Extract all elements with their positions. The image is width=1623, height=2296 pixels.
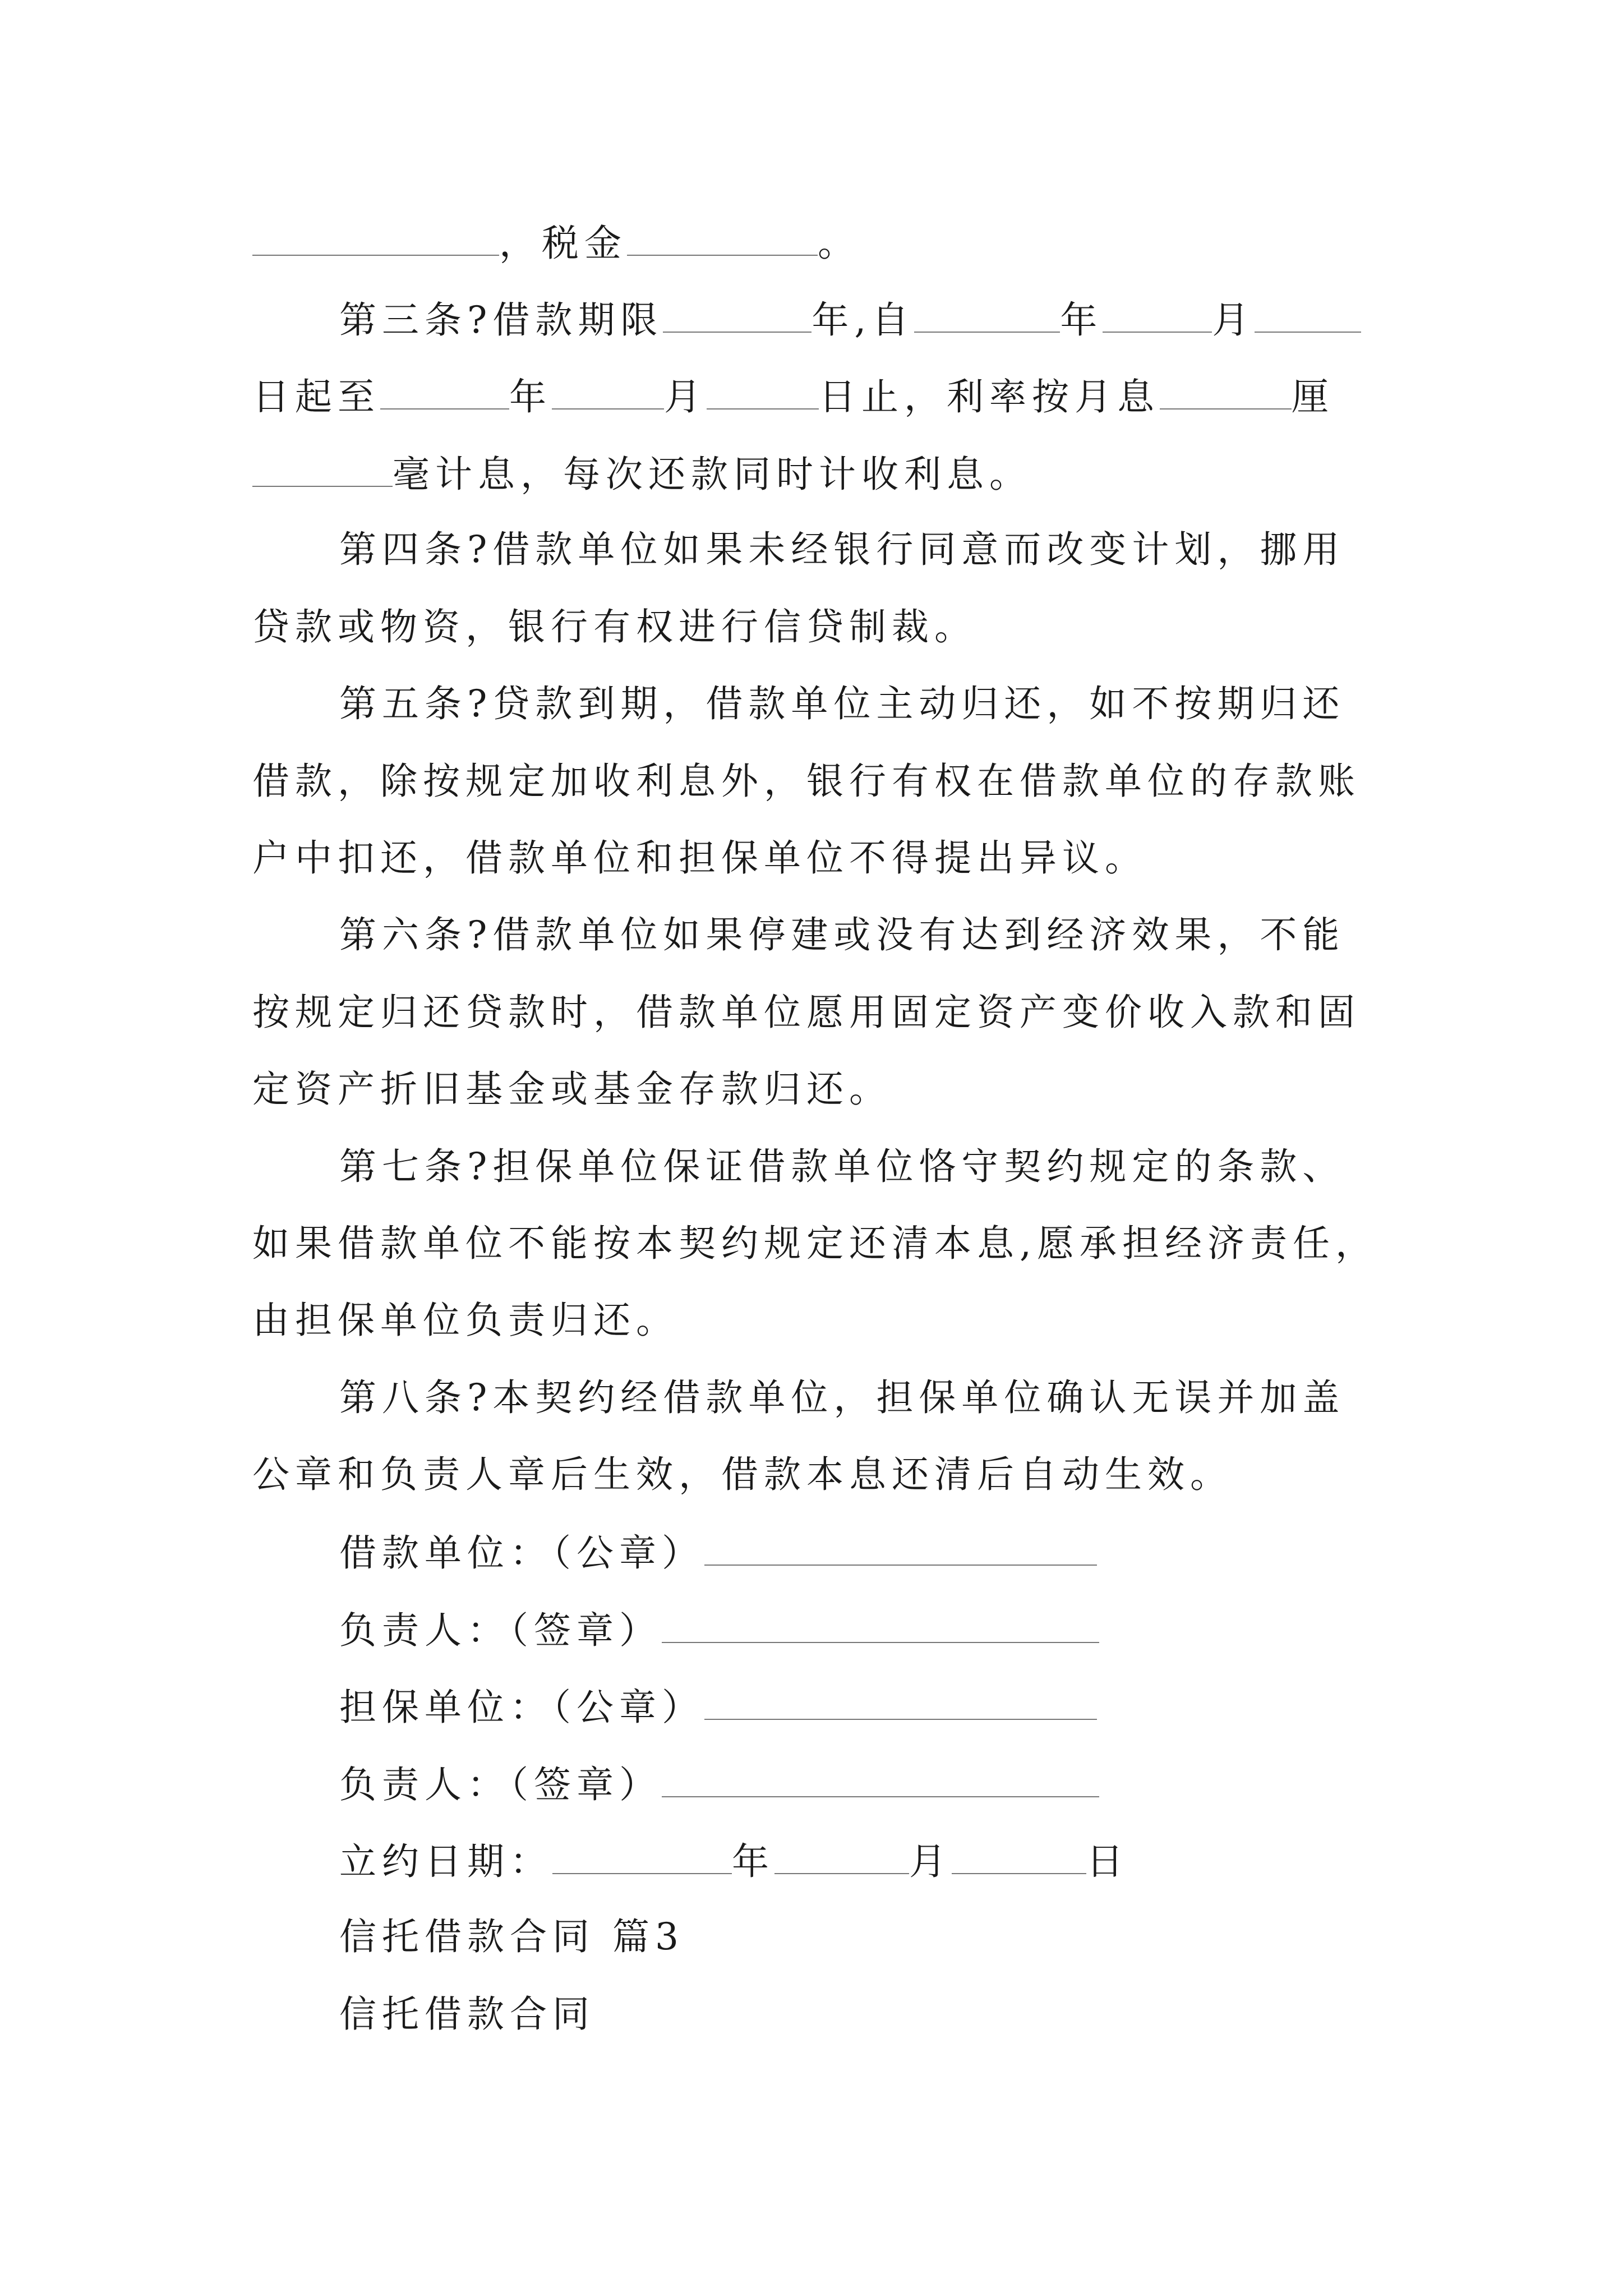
contract-date-line bbox=[339, 1840, 1129, 1883]
tax-line bbox=[252, 222, 860, 265]
text: 担保单位：（公章） bbox=[339, 1686, 704, 1729]
article-5-line-2: 借款，除按规定加收利息外，银行有权在借款单位的存款账 bbox=[252, 760, 1361, 803]
text: 立约日期： bbox=[339, 1840, 552, 1883]
article-8-line-2: 公章和负责人章后生效，借款本息还清后自动生效。 bbox=[252, 1453, 1233, 1496]
text: 日起至 bbox=[252, 375, 380, 418]
month-field[interactable] bbox=[774, 1842, 909, 1874]
signature-field[interactable] bbox=[662, 1611, 1099, 1643]
text: 月 bbox=[909, 1840, 952, 1883]
year-field[interactable] bbox=[552, 1842, 732, 1874]
text: 年 bbox=[1060, 298, 1103, 342]
article-7-line-2: 如果借款单位不能按本契约规定还清本息,愿承担经济责任， bbox=[252, 1222, 1378, 1265]
text: 负责人：（签章） bbox=[339, 1763, 662, 1806]
text: 负责人：（签章） bbox=[339, 1609, 662, 1652]
blank-field[interactable] bbox=[1103, 300, 1212, 333]
text: 厘 bbox=[1292, 375, 1334, 418]
text: 第三条?借款期限 bbox=[339, 298, 663, 342]
text: 年 bbox=[732, 1840, 774, 1883]
blank-field[interactable] bbox=[914, 300, 1060, 333]
article-7-line-3: 由担保单位负责归还。 bbox=[252, 1299, 679, 1342]
article-8-line-1: 第八条?本契约经借款单位，担保单位确认无误并加盖 bbox=[339, 1376, 1345, 1419]
text: ，税金 bbox=[499, 222, 627, 265]
signature-field[interactable] bbox=[704, 1687, 1097, 1720]
signature-borrower-unit bbox=[339, 1531, 1097, 1575]
blank-field[interactable] bbox=[252, 454, 393, 487]
signature-guarantor-unit bbox=[339, 1686, 1097, 1729]
text: 日止，利率按月息 bbox=[819, 375, 1160, 418]
signature-guarantor-head bbox=[339, 1763, 1099, 1806]
article-3-line-2 bbox=[252, 377, 1334, 416]
blank-field[interactable] bbox=[380, 377, 509, 409]
article-3-line-3 bbox=[252, 453, 1032, 496]
blank-field[interactable] bbox=[707, 377, 819, 409]
signature-field[interactable] bbox=[662, 1765, 1099, 1797]
section-heading: 信托借款合同 篇3 bbox=[339, 1915, 684, 1958]
article-5-line-3: 户中扣还，借款单位和担保单位不得提出异议。 bbox=[252, 836, 1147, 880]
article-6-line-2: 按规定归还贷款时，借款单位愿用固定资产变价收入款和固 bbox=[252, 991, 1361, 1034]
text: 月 bbox=[1212, 298, 1255, 342]
text: 。 bbox=[818, 222, 860, 265]
contract-title: 信托借款合同 bbox=[339, 1993, 595, 2036]
blank-field[interactable] bbox=[252, 223, 499, 256]
blank-field[interactable] bbox=[552, 377, 664, 409]
signature-field[interactable] bbox=[704, 1533, 1097, 1566]
text: 借款单位：（公章） bbox=[339, 1531, 704, 1575]
text: 年,自 bbox=[811, 298, 915, 342]
text: 毫计息，每次还款同时计收利息。 bbox=[393, 453, 1032, 496]
article-6-line-3: 定资产折旧基金或基金存款归还。 bbox=[252, 1068, 892, 1111]
article-4-line-2: 贷款或物资，银行有权进行信贷制裁。 bbox=[252, 605, 977, 648]
article-7-line-1: 第七条?担保单位保证借款单位恪守契约规定的条款、 bbox=[339, 1145, 1345, 1188]
text: 月 bbox=[664, 375, 707, 418]
article-6-line-1: 第六条?借款单位如果停建或没有达到经济效果，不能 bbox=[339, 913, 1345, 956]
article-4-line-1: 第四条?借款单位如果未经银行同意而改变计划，挪用 bbox=[339, 528, 1345, 571]
signature-borrower-head bbox=[339, 1609, 1099, 1652]
blank-field[interactable] bbox=[1255, 300, 1361, 333]
day-field[interactable] bbox=[952, 1842, 1086, 1874]
article-3-line-1 bbox=[339, 298, 1361, 342]
blank-field[interactable] bbox=[1160, 377, 1292, 409]
text: 日 bbox=[1086, 1840, 1129, 1883]
blank-field[interactable] bbox=[627, 223, 818, 256]
text: 年 bbox=[509, 375, 552, 418]
article-5-line-1: 第五条?贷款到期，借款单位主动归还，如不按期归还 bbox=[339, 682, 1345, 725]
blank-field[interactable] bbox=[663, 300, 811, 333]
